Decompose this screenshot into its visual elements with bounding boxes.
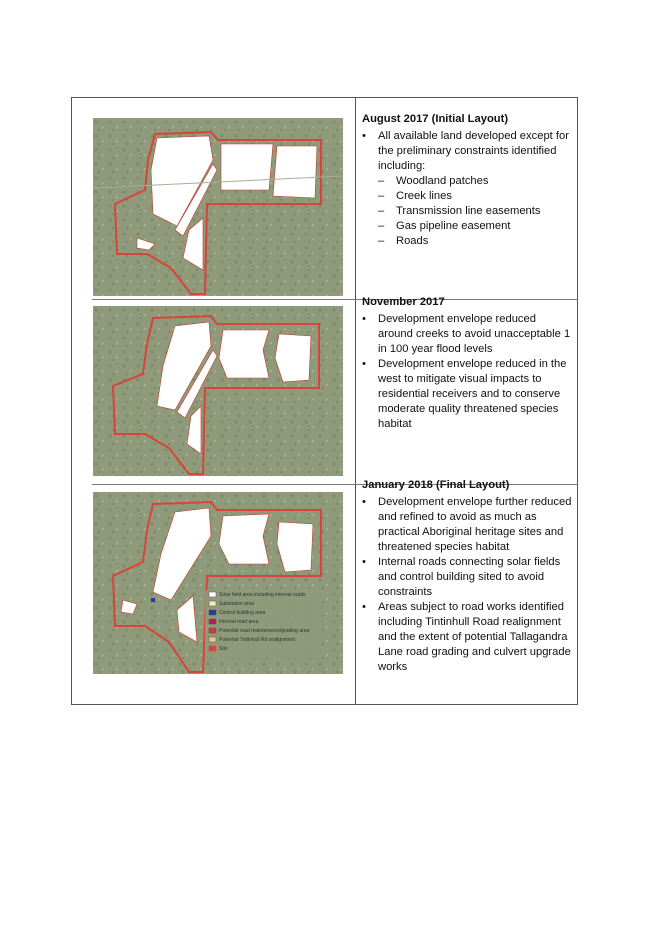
legend-swatch: [209, 619, 216, 624]
aerial-imagery: [93, 118, 343, 296]
map-january-2018: [93, 492, 343, 674]
bullet-list: [362, 129, 572, 249]
sub-item: – Transmission line easements: [378, 204, 572, 219]
panel-2-text: [362, 295, 572, 432]
sub-item: – Creek lines: [378, 189, 572, 204]
bullet-list: [362, 495, 572, 675]
legend-swatch: [209, 592, 216, 597]
solar-field: [221, 144, 273, 190]
panel-1-text: [362, 112, 572, 249]
bullet-item: [362, 129, 572, 249]
map-november-2017: [93, 306, 343, 476]
bullet-item: • Internal roads connecting solar fields and control building sited to avoid constraints: [362, 555, 572, 600]
panel-title: January 2018 (Final Layout): [362, 479, 510, 491]
legend-swatch: [209, 637, 216, 642]
legend-label: Control building area: [219, 610, 266, 616]
legend-label: Solar field area including internal roads: [219, 592, 306, 598]
solar-field: [273, 146, 317, 198]
legend-swatch: [209, 601, 216, 606]
legend-swatch: [209, 628, 216, 633]
sub-item: – Roads: [378, 234, 572, 249]
sub-list: [378, 174, 572, 249]
solar-field: [275, 334, 311, 382]
legend-swatch: [209, 646, 216, 651]
map-legend: [205, 590, 321, 658]
legend-label: Potential Tintinhull Rd realignment: [219, 637, 295, 643]
bullet-list: [362, 312, 572, 432]
panel-title: November 2017: [362, 296, 445, 308]
bullet-text: All available land developed except for the preliminary constraints identified including:: [378, 130, 569, 172]
column-divider: [355, 97, 356, 705]
legend-label: Potential road maintenance/grading area: [219, 628, 310, 634]
bullet-item: • Development envelope further reduced and refined to avoid as much as practical Aboriginal heritage sites and threatened species habitat: [362, 495, 572, 555]
bullet-item: • Development envelope reduced in the west to mitigate visual impacts to residential receivers and to conserve moderate quality threatened species habitat: [362, 357, 572, 432]
sub-item: – Woodland patches: [378, 174, 572, 189]
panel-title: August 2017 (Initial Layout): [362, 113, 509, 125]
control-building-marker: [151, 598, 155, 602]
legend-label: Internal road area: [219, 619, 259, 625]
panel-3-text: [362, 478, 572, 675]
aerial-imagery: [93, 306, 343, 476]
bullet-item: • Areas subject to road works identified including Tintinhull Road realignment and the extent of potential Tallagandra Lane road grading and culvert upgrade works: [362, 600, 572, 675]
bullet-item: • Development envelope reduced around creeks to avoid unacceptable 1 in 100 year flood levels: [362, 312, 572, 357]
solar-field: [219, 514, 269, 564]
legend-label: Site: [219, 646, 228, 652]
solar-field: [219, 330, 269, 378]
legend-label: Substation area: [219, 601, 255, 607]
map-august-2017: [93, 118, 343, 296]
sub-item: – Gas pipeline easement: [378, 219, 572, 234]
legend-swatch: [209, 610, 216, 615]
